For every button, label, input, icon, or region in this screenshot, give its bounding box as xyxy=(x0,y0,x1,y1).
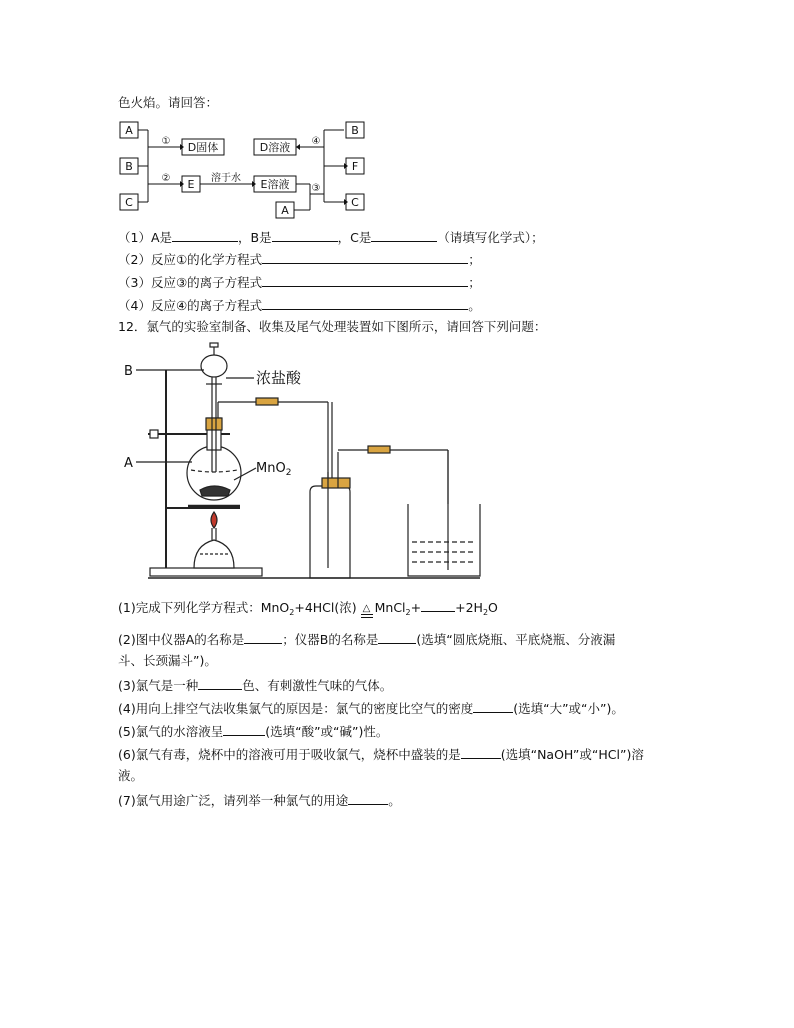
intro-text: 色火焰。请回答： xyxy=(118,95,219,110)
q12-s4: (4)用向上排空气法收集氯气的原因是：氯气的密度比空气的密度 (选填“大”或“小”)。 xyxy=(118,701,624,716)
answer-blank-b[interactable] xyxy=(272,228,338,242)
reaction-4-label: ④ xyxy=(311,136,321,147)
q12-s6-line2: 液。 xyxy=(118,768,144,783)
answer-blank-instrument-b[interactable] xyxy=(378,630,416,644)
q11-part1: （1）A是 ，B是 ，C是 （请填写化学式）； xyxy=(118,230,544,245)
answer-blank-a[interactable] xyxy=(172,228,238,242)
q12-s7: (7)氯气用途广泛，请列举一种氯气的用途 。 xyxy=(118,793,401,808)
answer-blank-eq3[interactable] xyxy=(262,273,468,287)
answer-blank-instrument-a[interactable] xyxy=(244,630,282,644)
box-e-solution-label: E溶液 xyxy=(260,178,290,191)
answer-blank-density[interactable] xyxy=(473,699,513,713)
label-mno2: MnO$_2$ xyxy=(256,461,292,478)
dissolve-label: 溶于水 xyxy=(211,173,241,184)
reaction-flow-diagram xyxy=(110,116,380,220)
q12-s1: (1)完成下列化学方程式：MnO$_2$+4HCl(浓) △ MnCl$_2$+ $+2H_2O$ xyxy=(118,600,498,617)
box-b-right-label: B xyxy=(351,124,359,137)
q11-part4: （4）反应④的离子方程式 。 xyxy=(118,298,481,313)
answer-blank-c[interactable] xyxy=(371,228,437,242)
q12-s5: (5)氯气的水溶液呈 (选填“酸”或“碱”)性。 xyxy=(118,724,389,739)
q12-s2-line1: (2)图中仪器A的名称是 ；仪器B的名称是 (选填“圆底烧瓶、平底烧瓶、分液漏 xyxy=(118,632,616,647)
reaction-1-label: ① xyxy=(161,136,171,147)
answer-blank-product[interactable] xyxy=(421,598,455,612)
q12-s6-line1: (6)氯气有毒，烧杯中的溶液可用于吸收氯气，烧杯中盛装的是 (选填“NaOH”或“HCl”)溶 xyxy=(118,747,644,762)
box-d-solution-label: D溶液 xyxy=(259,141,291,154)
q11-part3: （3）反应③的离子方程式 ； xyxy=(118,275,481,290)
answer-blank-eq4[interactable] xyxy=(262,296,468,310)
answer-blank-eq1[interactable] xyxy=(262,250,468,264)
answer-blank-solution[interactable] xyxy=(461,745,501,759)
box-c-left-label: C xyxy=(125,196,133,209)
q12-s3: (3)氯气是一种 色、有刺激性气味的气体。 xyxy=(118,678,393,693)
label-a: A xyxy=(124,456,133,471)
answer-blank-acidity[interactable] xyxy=(223,722,265,736)
q12-s2-line2: 斗、长颈漏斗”)。 xyxy=(118,653,217,668)
box-b-left-label: B xyxy=(125,160,133,173)
label-b: B xyxy=(124,364,133,379)
q11-part2: （2）反应①的化学方程式 ； xyxy=(118,252,481,267)
q12-title: 12．氯气的实验室制备、收集及尾气处理装置如下图所示，请回答下列问题： xyxy=(118,319,547,334)
reaction-3-label: ③ xyxy=(311,183,321,194)
box-c-right-label: C xyxy=(351,196,359,209)
reaction-2-label: ② xyxy=(161,173,171,184)
box-f-label: F xyxy=(351,160,359,173)
box-e-label: E xyxy=(187,178,195,191)
answer-blank-color[interactable] xyxy=(198,676,242,690)
box-d-solid-label: D固体 xyxy=(187,141,219,154)
chlorine-apparatus-illustration xyxy=(118,340,490,582)
answer-blank-use[interactable] xyxy=(348,791,388,805)
box-a-small-label: A xyxy=(281,204,289,217)
box-a-left-label: A xyxy=(125,124,133,137)
label-conc-hcl: 浓盐酸 xyxy=(256,369,302,387)
